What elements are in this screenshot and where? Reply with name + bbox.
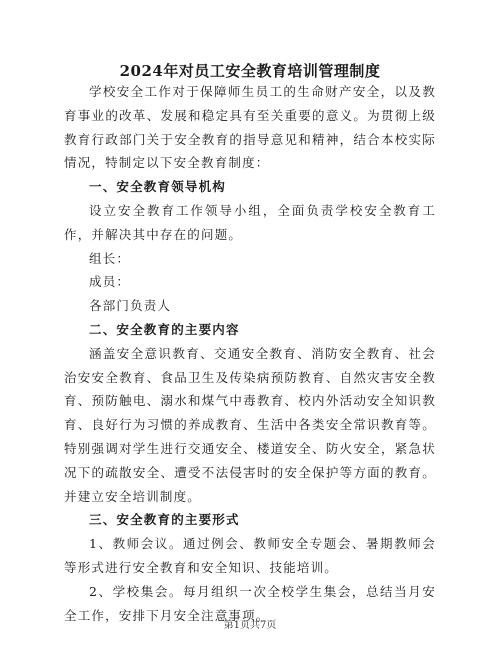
document-title: 2024年对员工安全教育培训管理制度 <box>119 62 381 80</box>
section-2-heading: 二、安全教育的主要内容 <box>89 321 240 337</box>
section-3-item-2: 2、学校集会。每月组织一次全校学生集会，总结当月安全工作，安排下月安全注意事项。 <box>64 583 436 623</box>
section-3-heading: 三、安全教育的主要形式 <box>89 512 240 528</box>
document-body <box>64 80 436 627</box>
section-3-item-1: 1、教师会议。通过例会、教师安全专题会、暑期教师会等形式进行安全教育和安全知识、技能培训。 <box>64 536 436 575</box>
members-label: 成员： <box>89 274 131 290</box>
leader-label: 组长： <box>89 250 131 266</box>
section-1-heading: 一、安全教育领导机构 <box>89 179 227 195</box>
page-number: 第1页共7页 <box>223 620 277 631</box>
section-1-body: 设立安全教育工作领导小组，全面负责学校安全教育工作，并解决其中存在的问题。 <box>64 202 436 242</box>
intro-paragraph: 学校安全工作对于保障师生员工的生命财产安全，以及教育事业的改革、发展和稳定具有至关重要的意义。为贯彻上级教育行政部门关于安全教育的指导意见和精神，结合本校实际情况，特制定以下安全教育制度： <box>64 84 436 171</box>
members-value: 各部门负责人 <box>89 298 172 314</box>
section-2-body: 涵盖安全意识教育、交通安全教育、消防安全教育、社会治安安全教育、食品卫生及传染病预防教育、自然灾害安全教育、预防触电、溺水和煤气中毒教育、校内外活动安全知识教育、良好行为习惯的养成教育、生活中各类安全常识教育等。特别强调对学生进行交通安全、楼道安全、防火安全，紧急状况下的疏散安全、遭受不法侵害时的安全保护等方面的教育。并建立安全培训制度。 <box>64 345 436 504</box>
